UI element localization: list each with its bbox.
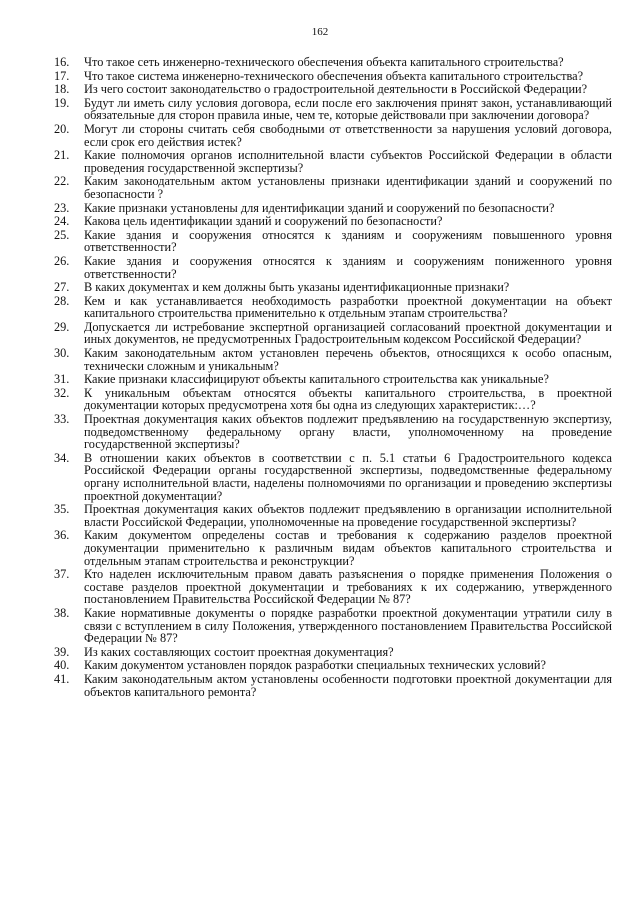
question-number: 29. — [54, 319, 70, 334]
question-item — [54, 229, 612, 254]
question-text: Что такое система инженерно-технического обеспечения объекта капитального строительства? — [84, 68, 584, 83]
question-number: 26. — [54, 253, 70, 268]
question-number: 33. — [54, 412, 70, 427]
question-text: Из каких составляющих состоит проектная документация? — [84, 644, 394, 659]
question-item — [54, 503, 612, 528]
question-text: Кем и как устанавливается необходимость разработки проектной документации на объект капитального строительства применительно к отдельным этапам строительства? — [84, 293, 612, 321]
question-item — [54, 175, 612, 200]
question-text: Кто наделен исключительным правом давать разъяснения о порядке применения Положения о составе разделов проектной документации и требованиях к их содержанию, утвержденного постановлением Правительства Российской Федерации № 87? — [84, 567, 612, 607]
question-text: Какие признаки установлены для идентификации зданий и сооружений по безопасности? — [84, 200, 555, 215]
question-number: 27. — [54, 280, 70, 295]
question-text: Каким законодательным актом установлены признаки идентификации зданий и сооружений по безопасности ? — [84, 174, 612, 201]
question-text: Какие здания и сооружения относятся к зданиям и сооружениям повышенного уровня ответственности? — [84, 227, 612, 255]
question-item — [54, 646, 612, 659]
question-number: 24. — [54, 214, 70, 229]
question-text: Проектная документация каких объектов подлежит предъявлению в организации исполнительной власти Российской Федерации, уполномоченные на проведение государственной экспертизы? — [84, 502, 612, 529]
question-number: 28. — [54, 293, 70, 308]
page-number: 162 — [311, 26, 329, 38]
question-text: Могут ли стороны считать себя свободными от ответственности за нарушения условий договора, если срок его действия истек? — [84, 121, 612, 149]
question-text: Каким документом установлен порядок разработки специальных технических условий? — [84, 658, 546, 673]
question-item — [54, 255, 612, 280]
question-number: 35. — [54, 502, 70, 517]
question-text: Из чего состоит законодательство о градостроительной деятельности в Российской Федерации? — [84, 82, 588, 97]
question-text: Какие здания и сооружения относятся к зданиям и сооружениям пониженного уровня ответственности? — [84, 253, 612, 281]
question-text: Какие признаки классифицируют объекты капитального строительства как уникальные? — [84, 372, 549, 387]
question-item — [54, 413, 612, 451]
question-text: Допускается ли истребование экспертной организацией согласований проектной документации и иных документов, не предусмотренных Градостроительным кодексом Российской Федерации? — [84, 319, 612, 347]
question-item — [54, 347, 612, 372]
question-item — [54, 387, 612, 412]
question-number: 16. — [54, 55, 70, 69]
question-number: 19. — [54, 95, 70, 110]
question-number: 39. — [54, 644, 70, 659]
question-item — [54, 529, 612, 567]
question-item — [54, 568, 612, 606]
question-item — [54, 281, 612, 294]
question-item — [54, 452, 612, 502]
question-number: 32. — [54, 385, 70, 400]
question-text: Каким документом определены состав и требования к содержанию разделов проектной документации применительно к различным видам объектов капитального строительства и отдельным этапам строительства и реконструкции? — [84, 528, 612, 568]
question-item — [54, 659, 612, 672]
question-item — [54, 97, 612, 122]
question-text: Будут ли иметь силу условия договора, если после его заключения принят закон, устанавливающий обязательные для сторон правила иные, чем те, которые действовали при заключении договора? — [84, 95, 612, 123]
question-number: 37. — [54, 567, 70, 582]
question-item — [54, 321, 612, 346]
question-item — [54, 83, 612, 96]
question-item — [54, 607, 612, 645]
question-item — [54, 70, 612, 83]
question-number: 38. — [54, 605, 70, 620]
question-number: 25. — [54, 227, 70, 242]
question-text: Какова цель идентификации зданий и сооружений по безопасности? — [84, 214, 443, 229]
question-number: 21. — [54, 148, 70, 163]
question-item — [54, 123, 612, 148]
question-text: Какие полномочия органов исполнительной власти субъектов Российской Федерации в области проведения государственной экспертизы? — [84, 148, 612, 175]
question-text: В отношении каких объектов в соответствии с п. 5.1 статьи 6 Градостроительного кодекса Российской Федерации органы государственной экспертизы, подведомственные федеральному органу исполнительной власти, наделены полномочиями по организации и проведению экспертизы проектной документации? — [84, 450, 612, 503]
question-item — [54, 56, 612, 69]
question-number: 31. — [54, 372, 70, 387]
question-item — [54, 673, 612, 698]
question-text: В каких документах и кем должны быть указаны идентификационные признаки? — [84, 280, 510, 295]
question-item — [54, 215, 612, 228]
question-number: 40. — [54, 658, 70, 673]
question-number: 17. — [54, 68, 70, 83]
question-number: 30. — [54, 346, 70, 361]
question-text: Какие нормативные документы о порядке разработки проектной документации утратили силу в связи с вступлением в силу Положения, утвержденного постановлением Правительства Российской Федерации № 87? — [84, 605, 612, 646]
question-number: 36. — [54, 528, 70, 543]
question-list — [54, 56, 612, 699]
question-number: 23. — [54, 200, 70, 215]
question-text: Каким законодательным актом установлены особенности подготовки проектной документации для объектов капитального ремонта? — [84, 671, 612, 699]
question-text: Что такое сеть инженерно-технического обеспечения объекта капитального строительства? — [84, 55, 564, 69]
question-item — [54, 149, 612, 174]
question-number: 34. — [54, 450, 70, 465]
question-text: К уникальным объектам относятся объекты капитального строительства, в проектной документации которых предусмотрена хотя бы одна из следующих характеристик:…? — [84, 385, 612, 413]
question-number: 22. — [54, 174, 70, 189]
question-item — [54, 202, 612, 215]
question-text: Каким законодательным актом установлен перечень объектов, относящихся к особо опасным, технически сложным и уникальным? — [84, 346, 612, 373]
question-text: Проектная документация каких объектов подлежит предъявлению на государственную экспертизу, подведомственному федеральному органу власти, уполномоченному на проведение государственной экспертизы? — [84, 412, 612, 452]
question-number: 41. — [54, 671, 70, 686]
question-item — [54, 373, 612, 386]
question-number: 18. — [54, 82, 70, 97]
question-number: 20. — [54, 121, 70, 136]
question-item — [54, 295, 612, 320]
